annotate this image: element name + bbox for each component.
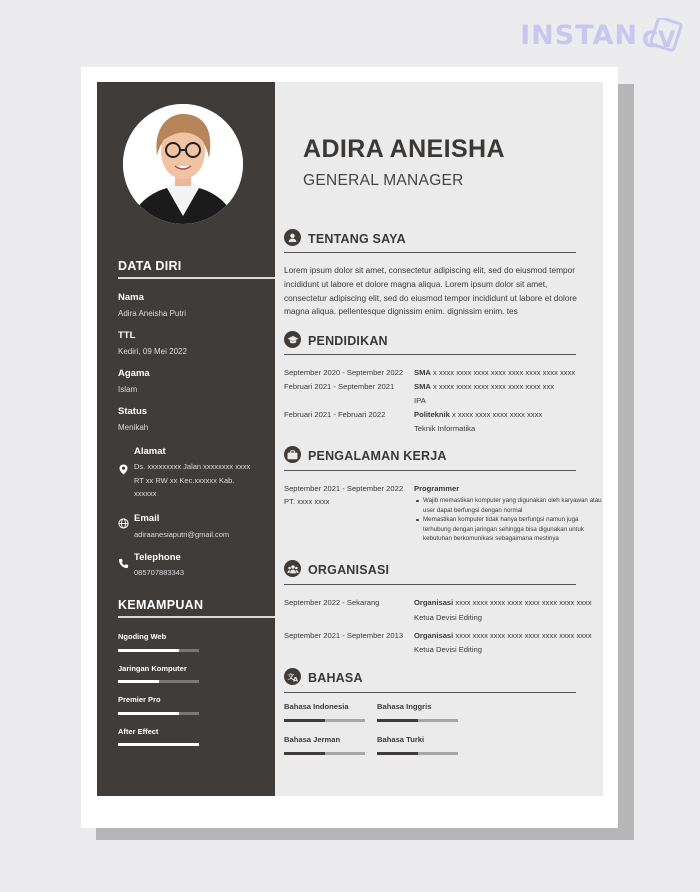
language-bar-fill — [284, 719, 325, 722]
kemampuan-divider — [118, 616, 275, 618]
data-diri-divider — [118, 277, 275, 279]
skill-bar-fill — [118, 680, 159, 683]
graduation-cap-icon — [284, 331, 301, 348]
alamat-label: Alamat — [134, 446, 166, 457]
user-icon — [284, 229, 301, 246]
alamat-value: Ds. xxxxxxxxx Jalan xxxxxxxx xxxx RT xx RW xx Kec.xxxxxx Kab. xxxxxx — [134, 462, 251, 498]
language-bar-fill — [284, 752, 325, 755]
status-label: Status — [118, 406, 148, 417]
skill-name: Jaringan Komputer — [118, 664, 187, 673]
globe-icon — [118, 518, 129, 529]
language-bar-fill — [377, 719, 418, 722]
pengalaman-divider — [284, 470, 576, 471]
language-bar — [284, 752, 365, 755]
svg-text:文: 文 — [286, 673, 294, 681]
ttl-value: Kediri, 09 Mei 2022 — [118, 347, 187, 356]
experience-duties — [414, 496, 602, 544]
experience-duty: Memastikan komputer tidak hanya berfungsi namun juga terhubung dengan jaringan sehingga bisa digunakan untuk kebutuhan berkomunikasi sebagaimana mestinya — [414, 515, 602, 544]
brand-text: INSTAN — [520, 19, 638, 51]
profile-title: GENERAL MANAGER — [303, 172, 464, 189]
language-name: Bahasa Jerman — [284, 735, 341, 744]
group-icon — [284, 560, 301, 577]
language-bar — [284, 719, 365, 722]
organization-role: Ketua Devisi Editing — [414, 613, 482, 622]
map-pin-icon — [118, 464, 129, 475]
cv-sidebar — [97, 82, 275, 796]
svg-text:CV: CV — [642, 28, 676, 52]
email-label: Email — [134, 513, 160, 524]
skill-name: Premier Pro — [118, 695, 161, 704]
language-name: Bahasa Inggris — [377, 702, 432, 711]
education-school: SMA x xxxx xxxx xxxx xxxx xxxx xxxx xxxx xxxx — [414, 368, 576, 377]
language-bar — [377, 752, 458, 755]
pendidikan-heading: PENDIDIKAN — [308, 334, 388, 348]
skill-bar — [118, 680, 199, 683]
skill-bar-fill — [118, 649, 179, 652]
tentang-heading: TENTANG SAYA — [308, 232, 406, 246]
bahasa-divider — [284, 692, 576, 693]
skill-name: After Effect — [118, 727, 159, 736]
email-value[interactable]: adiraanesiaputri@gmail.com — [134, 530, 230, 539]
skill-bar-fill — [118, 743, 199, 746]
brand-logo — [520, 18, 684, 52]
organization-role: Ketua Devisi Editing — [414, 645, 482, 654]
skill-bar — [118, 649, 199, 652]
brand-cv-mark — [640, 18, 684, 52]
status-value: Menikah — [118, 423, 149, 432]
organisasi-divider — [284, 584, 576, 585]
organization-name: Organisasi xxxx xxxx xxxx xxxx xxxx xxxx xxxx xxxx — [414, 598, 592, 607]
pendidikan-divider — [284, 354, 576, 355]
profile-photo — [123, 104, 243, 224]
kemampuan-heading: KEMAMPUAN — [118, 598, 204, 612]
language-name: Bahasa Indonesia — [284, 702, 349, 711]
tentang-divider — [284, 252, 576, 253]
education-school: Politeknik x xxxx xxxx xxxx xxxx xxxx — [414, 410, 543, 419]
language-bar-fill — [377, 752, 418, 755]
about-text: Lorem ipsum dolor sit amet, consectetur adipiscing elit, sed do eiusmod tempor incididunt ut labore et dolore magna aliqua. Lorem ipsum dolor sit amet, consectetur adipiscing elit, sed do eiusmod tempor incididunt ut labore et dolore magna aliqua. pellentesque dignissim enim. dignissim enim. tes — [284, 265, 577, 317]
phone-icon — [118, 558, 129, 569]
language-bar — [377, 719, 458, 722]
bahasa-heading: BAHASA — [308, 671, 363, 685]
experience-role: Programmer — [414, 484, 460, 493]
education-school: SMA x xxxx xxxx xxxx xxxx xxxx xxxx xxx — [414, 382, 555, 391]
ttl-label: TTL — [118, 330, 136, 341]
skill-bar — [118, 743, 199, 746]
agama-value: Islam — [118, 385, 138, 394]
cv-main — [275, 82, 603, 796]
telephone-value[interactable]: 085707883343 — [134, 568, 185, 577]
language-name: Bahasa Turki — [377, 735, 425, 744]
briefcase-icon — [284, 446, 301, 463]
organization-date: September 2021 - September 2013 — [284, 631, 404, 640]
experience-company: PT. xxxx xxxx — [284, 497, 330, 506]
nama-value: Adira Aneisha Putri — [118, 309, 187, 318]
svg-text:A: A — [292, 675, 298, 682]
skill-bar — [118, 712, 199, 715]
experience-duty: Wajib memastikan komputer yang digunakan oleh karyawan atau user dapat berfungsi dengan normal — [414, 496, 602, 515]
education-date: Februari 2021 - September 2021 — [284, 382, 395, 391]
education-date: Februari 2021 - Februari 2022 — [284, 410, 386, 419]
education-major: Teknik Informatika — [414, 424, 476, 433]
experience-date: September 2021 - September 2022 — [284, 484, 404, 493]
data-diri-heading: DATA DIRI — [118, 259, 182, 273]
pengalaman-heading: PENGALAMAN KERJA — [308, 449, 447, 463]
skill-bar-fill — [118, 712, 179, 715]
nama-label: Nama — [118, 292, 144, 303]
organization-name: Organisasi xxxx xxxx xxxx xxxx xxxx xxxx xxxx xxxx — [414, 631, 592, 640]
organization-date: September 2022 - Sekarang — [284, 598, 380, 607]
profile-name: ADIRA ANEISHA — [303, 135, 505, 163]
education-major: IPA — [414, 396, 426, 405]
telephone-label: Telephone — [134, 552, 181, 563]
organisasi-heading: ORGANISASI — [308, 563, 390, 577]
skill-name: Ngoding Web — [118, 632, 167, 641]
translate-icon — [284, 668, 301, 685]
education-date: September 2020 - September 2022 — [284, 368, 404, 377]
agama-label: Agama — [118, 368, 150, 379]
